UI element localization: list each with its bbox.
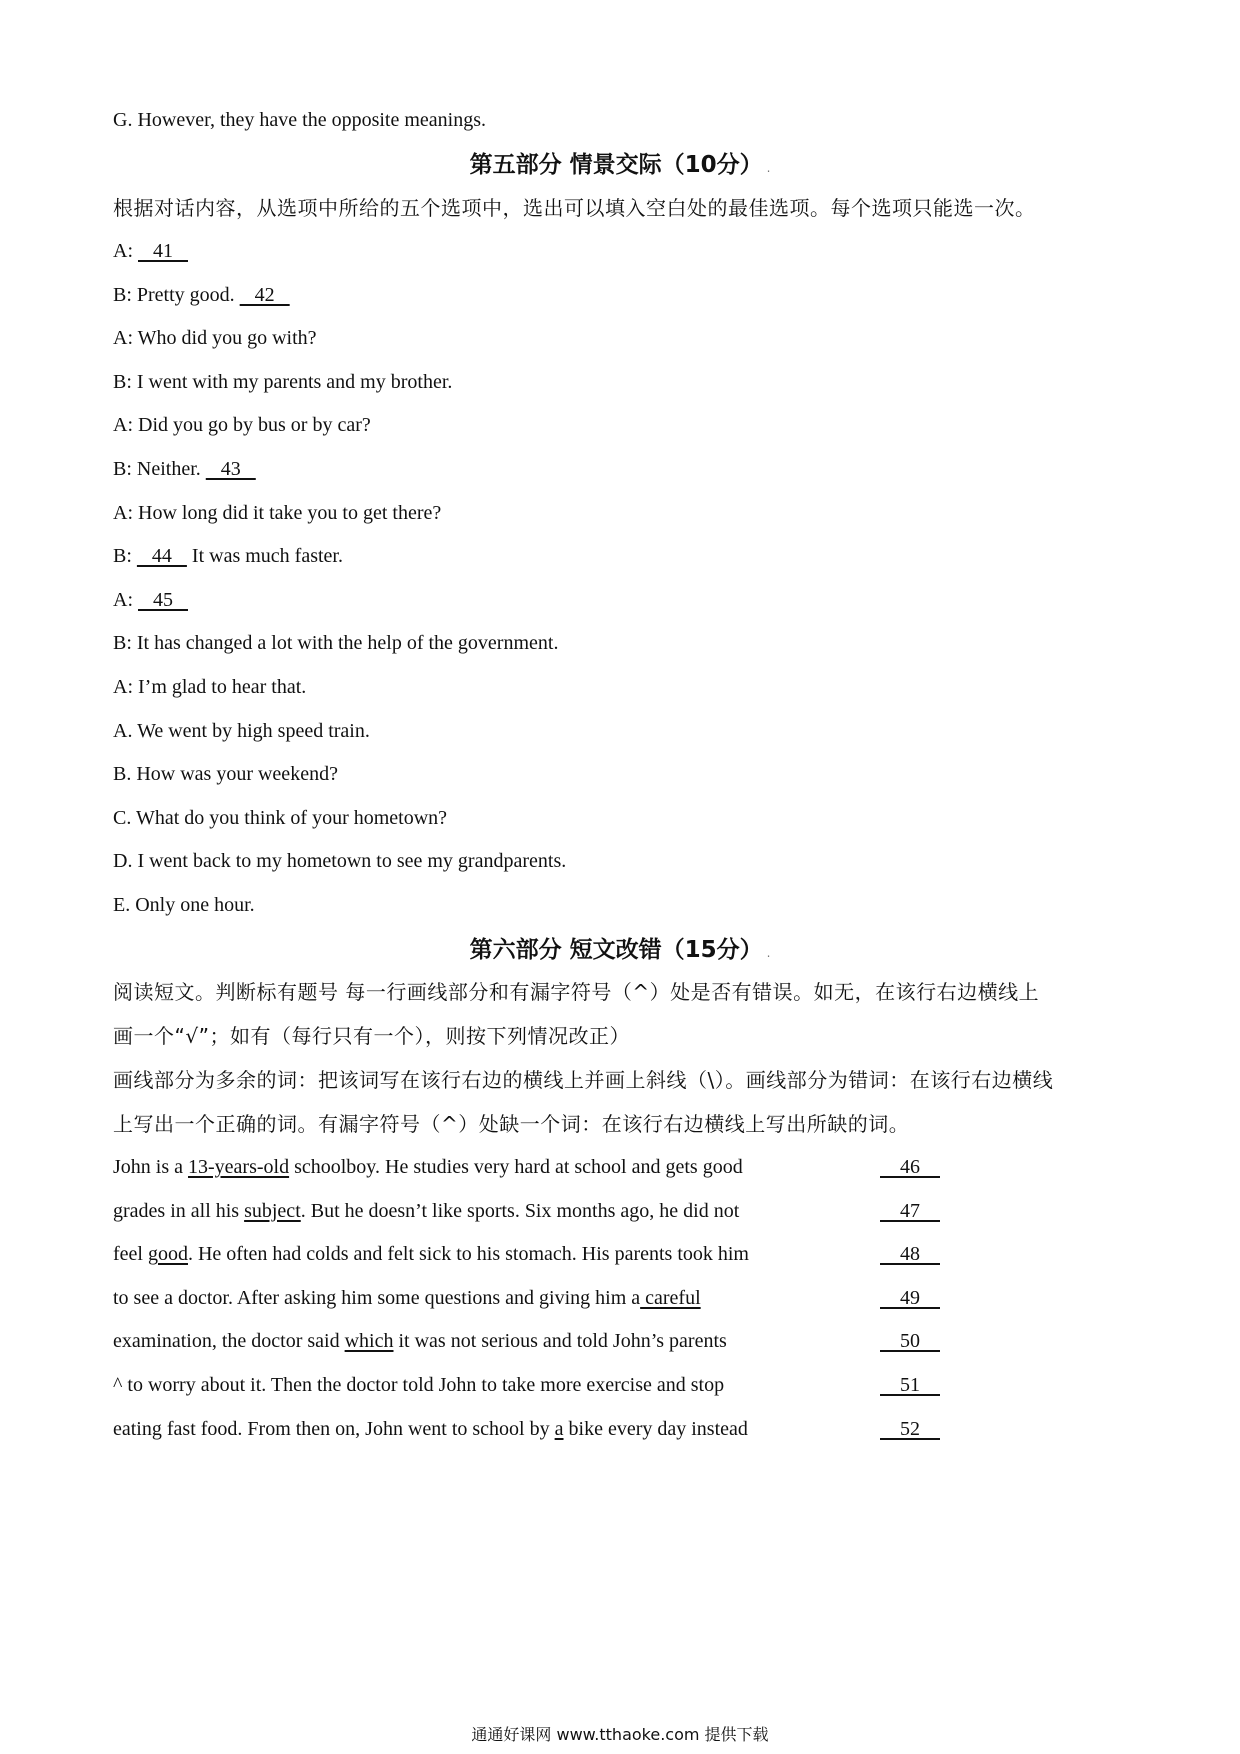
dialogue-line [113,281,290,309]
dialogue-text: B: It has changed a lot with the help of the government. [113,632,559,655]
section5-instruction: 根据对话内容，从选项中所给的五个选项中，选出可以填入空白处的最佳选项。每个选项只能选一次。 [113,196,1036,220]
passage-text: John is a [113,1156,188,1178]
answer-line-number: 47 [880,1199,940,1222]
dialogue-line [113,499,441,527]
passage-line [113,1371,724,1399]
passage-line [113,1240,749,1268]
dialogue-text: A: [113,240,138,262]
dialogue-text: A: Who did you go with? [113,327,317,350]
dialogue-text: B: I went with my parents and my brother. [113,370,453,393]
dialogue-line [113,629,558,657]
section6-title-mark: . [766,946,771,960]
passage-text: examination, the doctor said [113,1330,345,1353]
answer-blank: 42 [239,283,290,306]
passage-text: grades in all his [113,1199,245,1222]
dialogue-text: B: Neither. [113,458,206,480]
passage-line [113,1415,748,1443]
passage-line [113,1284,701,1312]
passage-text: ^ to worry about it. Then the doctor told John to take more exercise and stop [113,1374,725,1396]
passage-line [113,1327,727,1355]
dialogue-text: A: How long did it take you to get there? [113,501,442,524]
passage-text: bike every day instead [563,1417,748,1440]
passage-line [113,1153,743,1181]
section6-instruction-line: 上写出一个正确的词。有漏字符号（^）处缺一个词：在该行右边横线上写出所缺的词。 [113,1112,910,1136]
passage-text: . He often had colds and felt sick to his stomach. His parents took him [187,1243,749,1266]
dialogue-text: A: I’m glad to hear that. [113,676,307,698]
option-g-line: G. However, they have the opposite meanings. [113,109,486,131]
answer-line-number: 49 [880,1286,940,1309]
section6-instruction-line: 阅读短文。判断标有题号 每一行画线部分和有漏字符号（^）处是否有错误。如无，在该行右边横线上 [113,980,1040,1004]
option-item: B. How was your weekend? [113,763,338,786]
answer-line-number: 48 [880,1243,940,1266]
passage-text: to see a doctor. After asking him some questions and giving him a [113,1286,641,1309]
section6-title [0,935,1240,968]
answer-blank: 43 [205,458,256,480]
passage-line [113,1197,739,1225]
passage-text: schoolboy. He studies very hard at school and gets good [289,1156,743,1178]
underlined-word: 13-years-old [188,1156,290,1178]
passage-text: feel [113,1243,148,1266]
dialogue-text: A: [113,588,138,611]
passage-text: . But he doesn’t like sports. Six months ago, he did not [300,1199,740,1222]
section6-title-text: 第六部分 短文改错（15分） [469,937,763,963]
section5-title-mark: . [766,161,771,175]
footer-credit: 通通好课网 www.tthaoke.com 提供下载 [471,1725,769,1744]
answer-blank: 41 [138,240,188,262]
dialogue-text: A: Did you go by bus or by car? [113,414,371,437]
underlined-word: subject [244,1199,301,1222]
section5-title [0,150,1240,183]
dialogue-line [113,368,452,396]
option-item: A. We went by high speed train. [113,719,370,742]
section5-title-text: 第五部分 情景交际（10分） [469,152,763,178]
option-item: D. I went back to my hometown to see my grandparents. [113,850,567,873]
answer-line-number: 52 [880,1417,940,1440]
section6-instruction-line: 画线部分为多余的词：把该词写在该行右边的横线上并画上斜线（\）。画线部分为错词：在该行右边横线 [113,1068,1054,1092]
dialogue-line [113,542,343,570]
answer-blank: 44 [136,545,187,568]
answer-line-number: 50 [880,1330,940,1353]
underlined-word: good [147,1243,188,1266]
dialogue-line [113,324,317,352]
dialogue-text: B: [113,545,137,568]
dialogue-line [113,586,188,614]
dialogue-line [113,237,188,265]
answer-line-number: 46 [880,1156,940,1178]
passage-text: eating fast food. From then on, John went to school by [113,1417,555,1440]
dialogue-text: B: Pretty good. [113,283,240,306]
dialogue-line [113,455,256,483]
dialogue-line [113,411,371,439]
section6-instruction-line: 画一个“√”；如有（每行只有一个），则按下列情况改正） [113,1024,630,1048]
answer-blank: 45 [138,588,188,611]
passage-text: it was not serious and told John’s parents [393,1330,727,1353]
option-item: E. Only one hour. [113,894,255,916]
dialogue-line [113,673,306,701]
underlined-word: careful [640,1286,701,1309]
answer-line-number: 51 [880,1374,940,1396]
underlined-word: a [554,1417,564,1440]
dialogue-text: It was much faster. [186,545,343,568]
underlined-word: which [344,1330,394,1353]
option-item: C. What do you think of your hometown? [113,806,448,829]
